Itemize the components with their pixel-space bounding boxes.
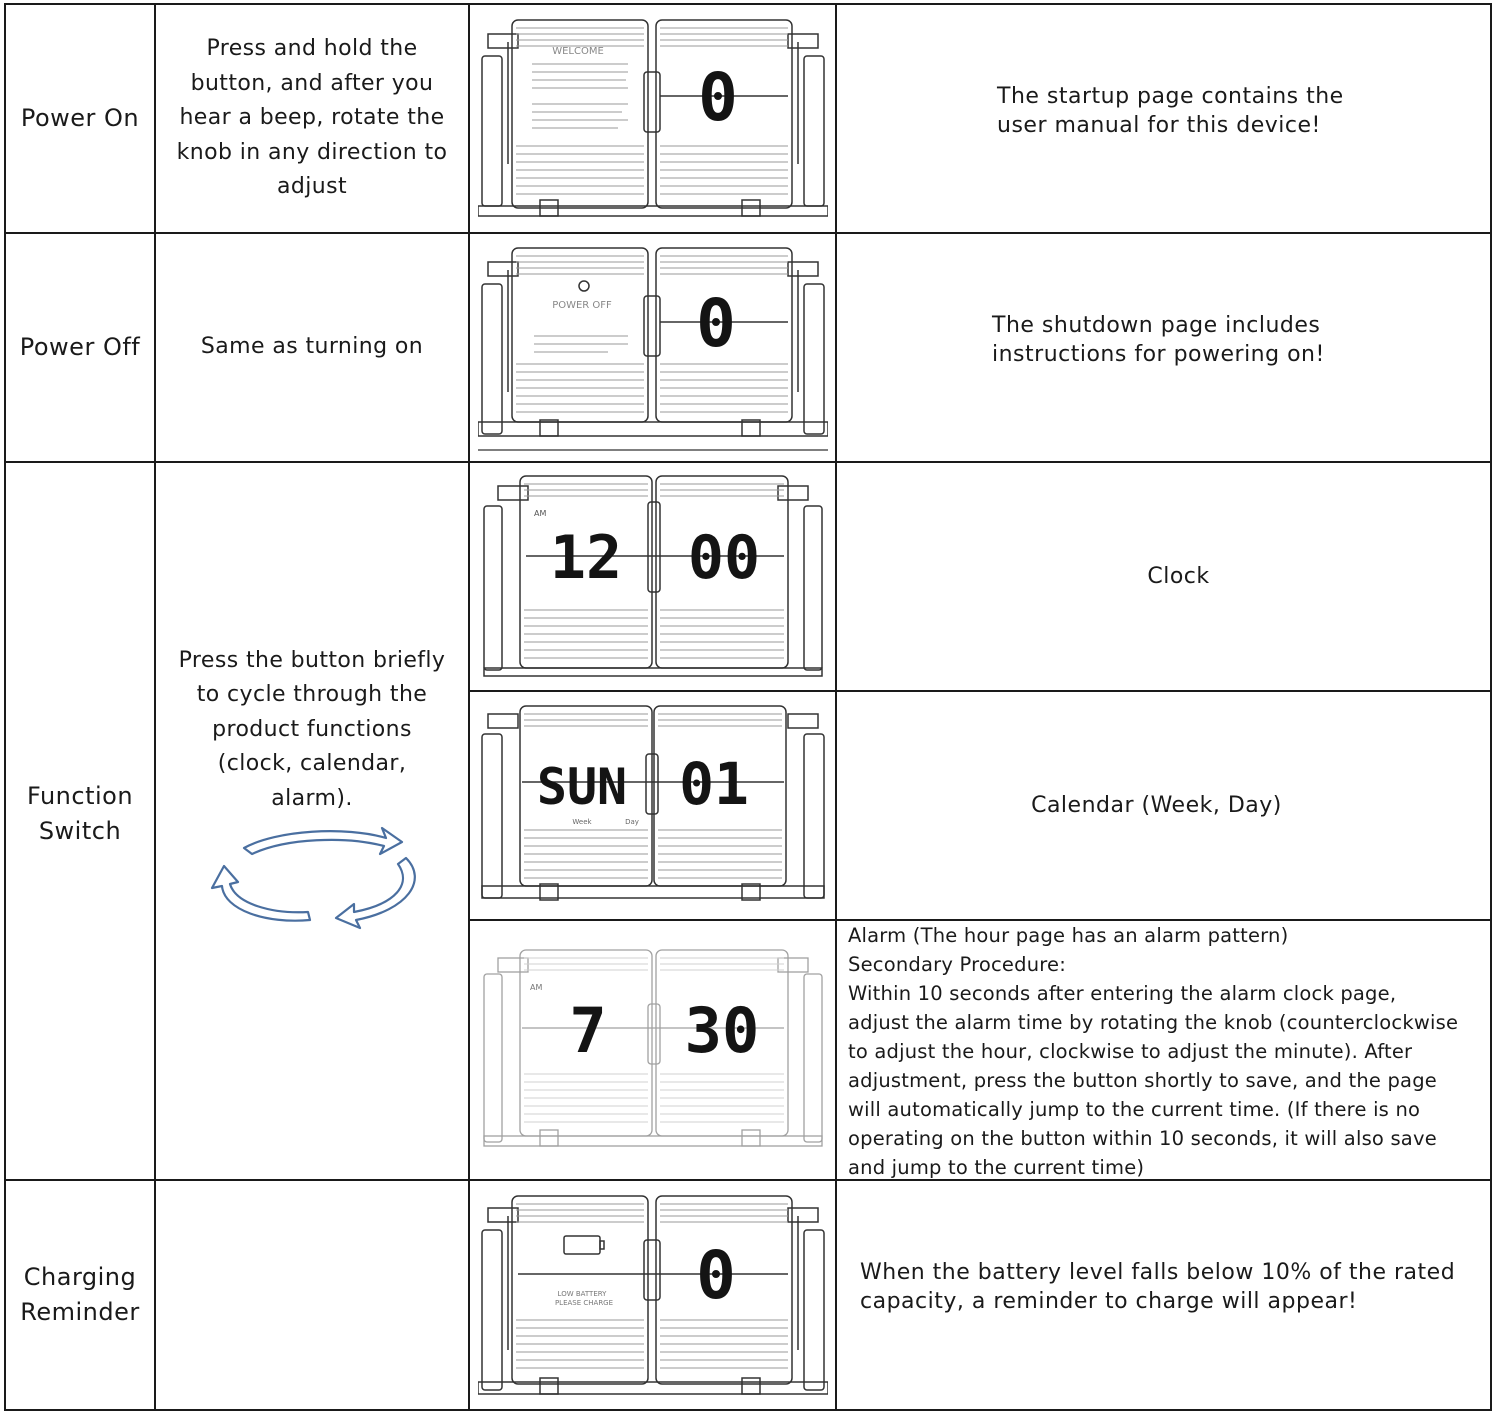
operation-cell-function-switch xyxy=(156,640,468,820)
flip-clock-illustration-clock xyxy=(478,472,828,682)
operation-line: to cycle through the xyxy=(196,682,428,708)
low-battery-label: LOW BATTERY xyxy=(557,1290,607,1298)
description-cell-charging-reminder xyxy=(837,1181,1490,1409)
please-charge-label: PLEASE CHARGE xyxy=(554,1299,614,1307)
flip-clock-illustration-low-battery xyxy=(478,1190,828,1400)
column-divider xyxy=(468,3,470,1411)
description-line: When the battery level falls below 10% of the rated xyxy=(860,1260,1456,1285)
description-line: and jump to the current time) xyxy=(848,1156,1145,1179)
calendar-week: SUN xyxy=(536,758,628,816)
mode-label: Function xyxy=(26,782,134,810)
description-cell-clock xyxy=(837,463,1490,690)
operation-line: Same as turning on xyxy=(200,334,424,360)
am-badge: AM xyxy=(530,983,543,992)
description-line: The startup page contains the xyxy=(997,83,1344,109)
operation-line: Press and hold the xyxy=(206,36,418,62)
calendar-day: 01 xyxy=(679,750,749,818)
description-line: user manual for this device! xyxy=(997,112,1321,138)
operation-line: adjust xyxy=(277,174,347,200)
description-line: instructions for powering on! xyxy=(992,341,1325,367)
mode-label: Power On xyxy=(20,104,140,132)
description-line: adjustment, press the button shortly to save, and the page xyxy=(848,1069,1437,1092)
operation-line: product functions xyxy=(212,716,412,742)
am-badge: AM xyxy=(534,509,547,518)
alarm-hour: 7 xyxy=(569,994,607,1067)
description-line: The shutdown page includes xyxy=(992,312,1321,338)
description-line: operating on the button within 10 seconds, it will also save xyxy=(848,1127,1437,1150)
operation-cell-power-on xyxy=(156,5,468,232)
operation-line: (clock, calendar, xyxy=(217,751,407,777)
operation-cell-charging-reminder xyxy=(156,1181,468,1409)
operation-cell-power-off xyxy=(156,234,468,461)
table-border-bottom xyxy=(4,1409,1492,1411)
alarm-minute: 30 xyxy=(684,994,760,1067)
description-line: Clock xyxy=(1147,564,1210,589)
day-caption: Day xyxy=(625,818,639,826)
welcome-label: WELCOME xyxy=(552,46,604,57)
description-line: Alarm (The hour page has an alarm pattern) xyxy=(848,924,1289,947)
mode-label: Charging xyxy=(23,1263,137,1291)
operation-line: knob in any direction to xyxy=(176,139,448,165)
operation-line: Press the button briefly xyxy=(178,647,446,673)
description-cell-power-off xyxy=(837,234,1490,461)
description-cell-calendar xyxy=(837,692,1490,919)
description-cell-power-on xyxy=(837,5,1490,232)
description-line: capacity, a reminder to charge will appear! xyxy=(860,1289,1358,1314)
display-digit: 0 xyxy=(698,59,738,136)
table-border-right xyxy=(1490,3,1492,1411)
cycle-arrows-icon xyxy=(196,820,428,932)
description-line: adjust the alarm time by rotating the knob (counterclockwise xyxy=(848,1011,1459,1034)
description-line: Calendar (Week, Day) xyxy=(1031,793,1282,818)
operation-line: hear a beep, rotate the xyxy=(179,105,445,131)
mode-label: Reminder xyxy=(20,1298,140,1326)
flip-clock-illustration-welcome xyxy=(478,14,828,220)
display-digit: 0 xyxy=(696,285,736,362)
clock-minute: 00 xyxy=(687,523,761,593)
mode-cell-power-off xyxy=(6,234,154,461)
power-off-label: POWER OFF xyxy=(552,300,612,311)
display-digit: 0 xyxy=(696,1237,736,1314)
description-line: will automatically jump to the current time. (If there is no xyxy=(848,1098,1421,1121)
mode-cell-charging-reminder xyxy=(6,1181,154,1409)
week-caption: Week xyxy=(572,818,592,826)
mode-cell-power-on xyxy=(6,5,154,232)
flip-clock-illustration-alarm xyxy=(478,944,828,1154)
mode-label: Power Off xyxy=(19,333,141,361)
flip-clock-illustration-power-off xyxy=(478,242,828,454)
description-line: to adjust the hour, clockwise to adjust the minute). After xyxy=(848,1040,1413,1063)
description-cell-alarm xyxy=(848,921,1490,1179)
flip-clock-illustration-calendar xyxy=(478,700,828,906)
description-line: Secondary Procedure: xyxy=(848,953,1067,976)
description-line: Within 10 seconds after entering the alarm clock page, xyxy=(848,982,1397,1005)
operation-line: alarm). xyxy=(271,785,353,811)
operation-line: button, and after you xyxy=(190,70,434,96)
mode-label: Switch xyxy=(38,817,122,845)
clock-hour: 12 xyxy=(549,523,623,593)
mode-cell-function-switch xyxy=(6,463,154,1179)
